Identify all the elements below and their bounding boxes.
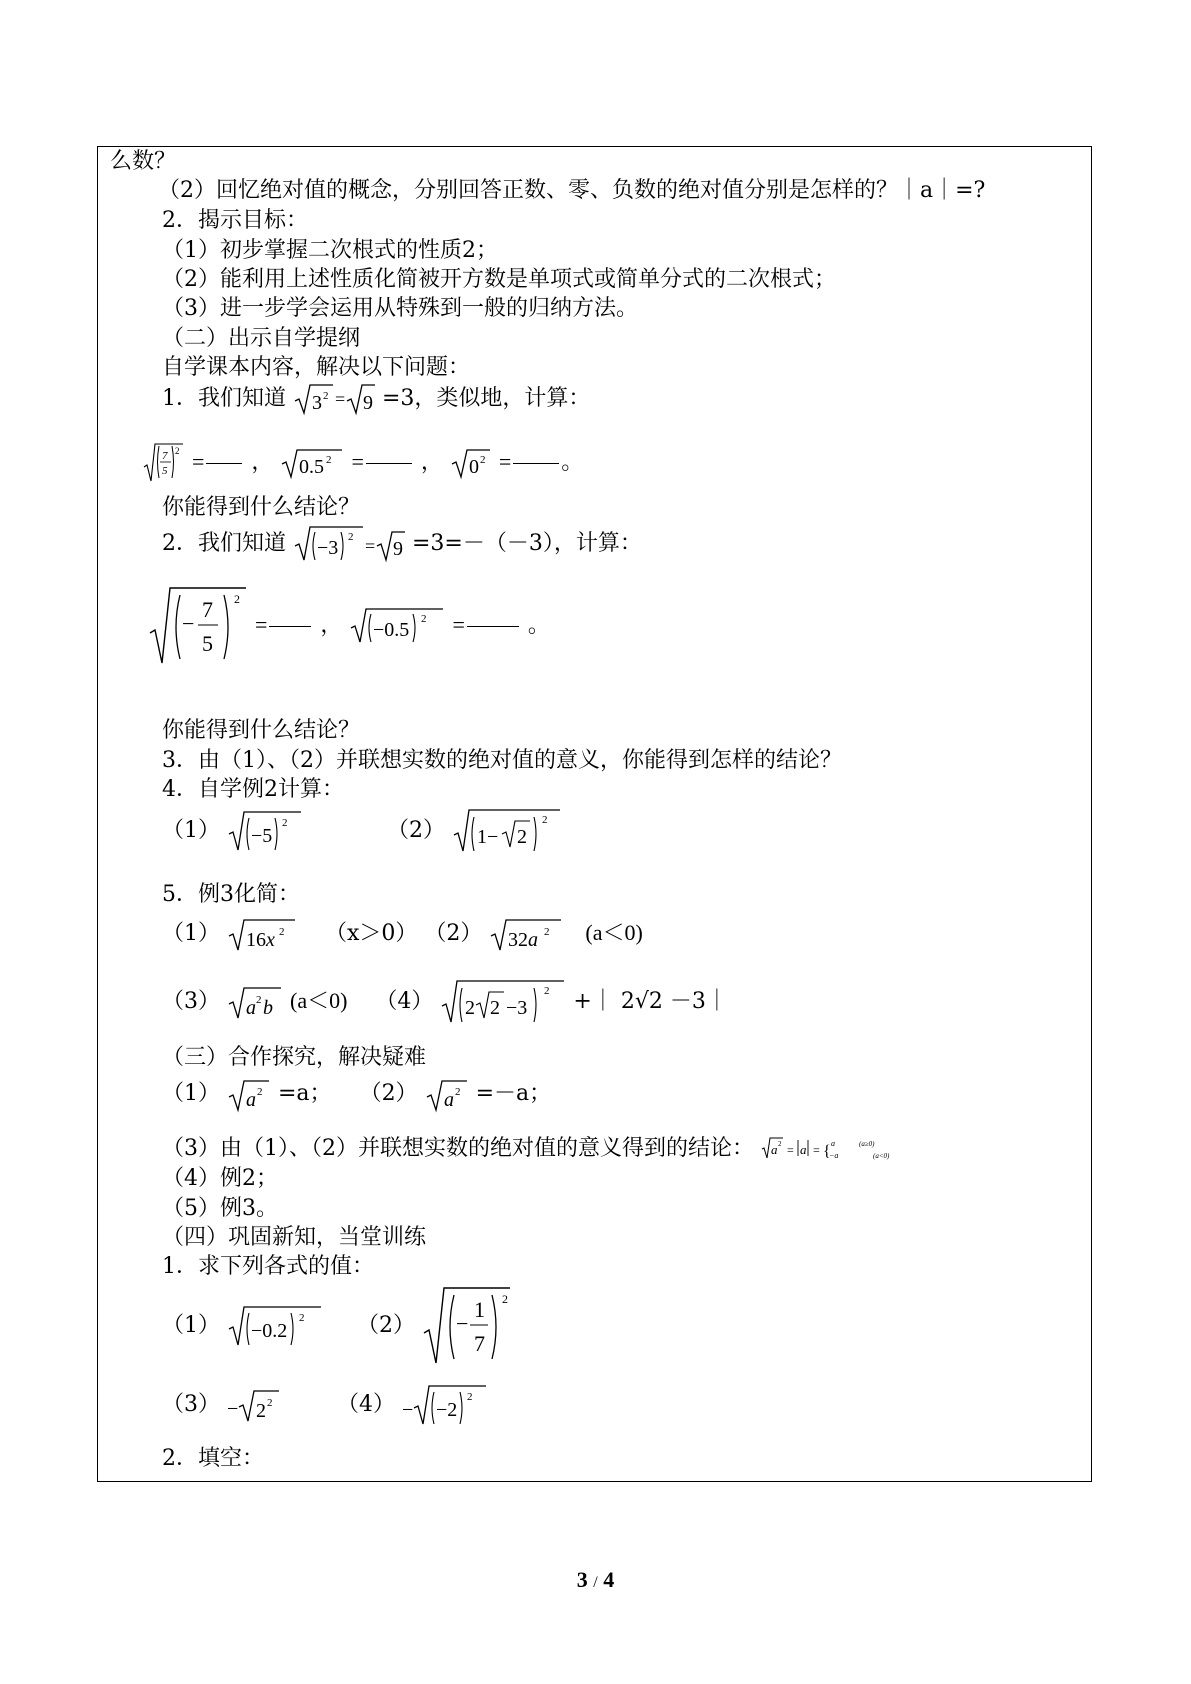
- svg-text:2: 2: [542, 814, 548, 826]
- svg-text:=: =: [335, 389, 346, 409]
- svg-text:2: 2: [490, 997, 501, 1019]
- svg-text:7: 7: [474, 1331, 485, 1356]
- goal-3: （3）进一步学会运用从特殊到一般的归纳方法。: [162, 296, 638, 321]
- svg-text:a: a: [246, 1089, 256, 1111]
- svg-text:32a: 32a: [508, 929, 539, 951]
- svg-text:1−: 1−: [477, 826, 499, 848]
- sqrt-a-sq-1: [227, 1075, 271, 1113]
- svg-text:2: 2: [467, 1391, 473, 1403]
- goals-heading: 2．揭示目标：: [162, 208, 308, 233]
- section-2-heading: （二）出示自学提纲: [162, 326, 361, 351]
- svg-text:2: 2: [257, 1086, 263, 1098]
- svg-text:0.5: 0.5: [299, 456, 325, 478]
- question-3: 3．由（1）、（2）并联想实数的绝对值的意义，你能得到怎样的结论？: [162, 748, 842, 773]
- neg-sqrt-neg2-sq: [402, 1382, 488, 1428]
- exercise-1-row-2: （3） − 2 2 （4） − −2 2: [162, 1381, 488, 1429]
- svg-text:2: 2: [544, 985, 550, 997]
- line-continuation: 么数？: [110, 149, 177, 174]
- svg-text:5: 5: [202, 631, 213, 656]
- svg-text:(a<0): (a<0): [873, 1152, 890, 1160]
- svg-text:3: 3: [312, 392, 322, 414]
- svg-text:2: 2: [299, 1312, 305, 1324]
- example-2-items: （1） −5 2 （2） 1− 2 2: [162, 807, 562, 855]
- example-3-row-2: （3） a 2 b (a＜0) （4） 2 2 −3 2 +｜ 2√2 －3｜: [162, 977, 728, 1026]
- svg-text:−: −: [182, 611, 195, 636]
- svg-text:2: 2: [348, 531, 354, 543]
- sqrt-32a-sq: [489, 914, 563, 954]
- question-1: 1．我们知道 3 2 = 9 =3，类似地，计算：: [162, 379, 590, 419]
- svg-text:2: 2: [544, 926, 550, 938]
- question-2: 2．我们知道 −3 2 = 9 =3=－（－3），计算：: [162, 523, 642, 565]
- example-2-ref: （4）例2；: [162, 1166, 278, 1191]
- svg-text:7: 7: [202, 597, 213, 622]
- property-statements: （1） a 2 =a； （2） a 2 =－a；: [162, 1073, 551, 1115]
- svg-text:−0.5: −0.5: [373, 619, 410, 641]
- exercise-1-heading: 1．求下列各式的值：: [162, 1254, 374, 1279]
- conclusion-prompt-1: 你能得到什么结论？: [162, 495, 361, 520]
- svg-text:a: a: [246, 997, 256, 1019]
- svg-text:(a≥0): (a≥0): [859, 1140, 875, 1148]
- question-4: 4．自学例2计算：: [162, 777, 344, 802]
- page-current: 3: [576, 1567, 588, 1592]
- svg-text:−: −: [456, 1311, 469, 1336]
- svg-text:−: −: [227, 1398, 239, 1420]
- svg-text:2: 2: [454, 1086, 461, 1098]
- sqrt-16x-sq: [227, 914, 297, 954]
- svg-text:2: 2: [323, 390, 329, 402]
- example-3-ref: （5）例3。: [162, 1196, 278, 1221]
- svg-text:16x: 16x: [246, 929, 275, 951]
- sqrt-0.5-sq: [280, 446, 344, 480]
- svg-text:−3: −3: [506, 997, 528, 1019]
- svg-text:−: −: [402, 1399, 414, 1421]
- conclusion-prompt-2: 你能得到什么结论？: [162, 718, 361, 743]
- svg-text:2: 2: [279, 926, 285, 938]
- svg-text:1: 1: [474, 1297, 485, 1322]
- exercise-2-heading: 2．填空：: [162, 1446, 264, 1471]
- svg-text:2: 2: [502, 1292, 508, 1306]
- recall-abs-value: （2）回忆绝对值的概念，分别回答正数、零、负数的绝对值分别是怎样的？｜a｜=?: [158, 178, 986, 203]
- sqrt-neg7-5-sq: [148, 585, 248, 667]
- svg-text:2: 2: [421, 613, 427, 625]
- svg-text:2: 2: [175, 446, 180, 456]
- goal-2: （2）能利用上述性质化简被开方数是单项式或简单分式的二次根式；: [162, 267, 836, 292]
- example-3-row-1: （1） 16x 2 （x＞0） （2） 32a 2 (a＜0): [162, 911, 643, 956]
- q2-exercises: − 7 5 2 = ， −0.5 2 = 。: [148, 585, 550, 667]
- page-number: [0, 1567, 1191, 1593]
- svg-text:2: 2: [256, 1400, 266, 1422]
- svg-text:2: 2: [465, 997, 476, 1019]
- svg-text:−0.2: −0.2: [251, 1320, 288, 1342]
- page-separator: /: [593, 1574, 598, 1591]
- exercise-1-row-1: （1） −0.2 2 （2） − 1 7 2: [162, 1285, 512, 1367]
- abs-value-formula: [761, 1134, 903, 1164]
- svg-text:2: 2: [234, 592, 240, 606]
- sqrt-neg3-sq-eq-sqrt9: [293, 524, 405, 564]
- svg-text:a: a: [800, 1142, 807, 1157]
- svg-text:−2: −2: [436, 1399, 458, 1421]
- svg-text:2: 2: [479, 454, 486, 466]
- neg-sqrt-2-sq: [227, 1385, 283, 1425]
- svg-text:a: a: [771, 1142, 778, 1157]
- svg-text:{: {: [823, 1143, 831, 1160]
- property-conclusion: （3）由（1）、（2）并联想实数的绝对值的意义得到的结论： a 2 = a = { a −a (a≥0) (a<0): [162, 1133, 903, 1165]
- svg-text:=: =: [365, 536, 376, 556]
- sqrt-a-sq-2: [425, 1075, 469, 1113]
- page-total: 4: [603, 1567, 615, 1592]
- svg-text:=: =: [813, 1143, 820, 1157]
- svg-text:9: 9: [393, 538, 403, 560]
- sqrt-3sq-eq-sqrt9: [293, 381, 375, 417]
- svg-text:a: a: [831, 1139, 835, 1148]
- svg-text:=: =: [787, 1143, 794, 1157]
- sqrt-neg0.5-sq: [349, 606, 445, 646]
- sqrt-a2b: [227, 982, 283, 1022]
- svg-text:2: 2: [282, 817, 288, 829]
- sqrt-2sqrt2-minus3-sq: [440, 978, 566, 1026]
- svg-text:9: 9: [363, 392, 373, 414]
- svg-text:b: b: [263, 997, 273, 1019]
- sqrt-7-5-sq: [143, 442, 185, 484]
- q1-exercises: 7 5 2 = ， 0.5 2 = ， 0 2 = 。: [143, 441, 583, 484]
- self-study-intro: 自学课本内容，解决以下问题：: [162, 355, 471, 380]
- svg-text:2: 2: [256, 994, 262, 1006]
- content-frame: [97, 146, 1092, 1482]
- svg-text:−5: −5: [251, 825, 273, 847]
- section-4-heading: （四）巩固新知，当堂训练: [162, 1225, 427, 1250]
- svg-text:5: 5: [162, 465, 168, 477]
- svg-text:2: 2: [326, 454, 332, 466]
- sqrt-neg0.2-sq: [227, 1303, 323, 1349]
- svg-text:a: a: [443, 1089, 454, 1111]
- sqrt-1-minus-sqrt2-sq: [452, 807, 562, 855]
- section-3-heading: （三）合作探究，解决疑难: [162, 1045, 427, 1070]
- sqrt-0-sq: [450, 446, 492, 480]
- svg-text:2: 2: [267, 1397, 273, 1409]
- svg-text:0: 0: [468, 456, 479, 478]
- svg-text:2: 2: [517, 826, 527, 848]
- sqrt-neg5-sq: [227, 808, 303, 854]
- sqrt-neg1-7-sq: [422, 1285, 512, 1367]
- question-5: 5．例3化简：: [162, 882, 300, 907]
- svg-text:7: 7: [162, 450, 168, 462]
- svg-text:−a: −a: [829, 1151, 839, 1160]
- svg-text:−3: −3: [317, 537, 339, 559]
- goal-1: （1）初步掌握二次根式的性质2；: [162, 238, 498, 263]
- svg-text:2: 2: [778, 1140, 782, 1148]
